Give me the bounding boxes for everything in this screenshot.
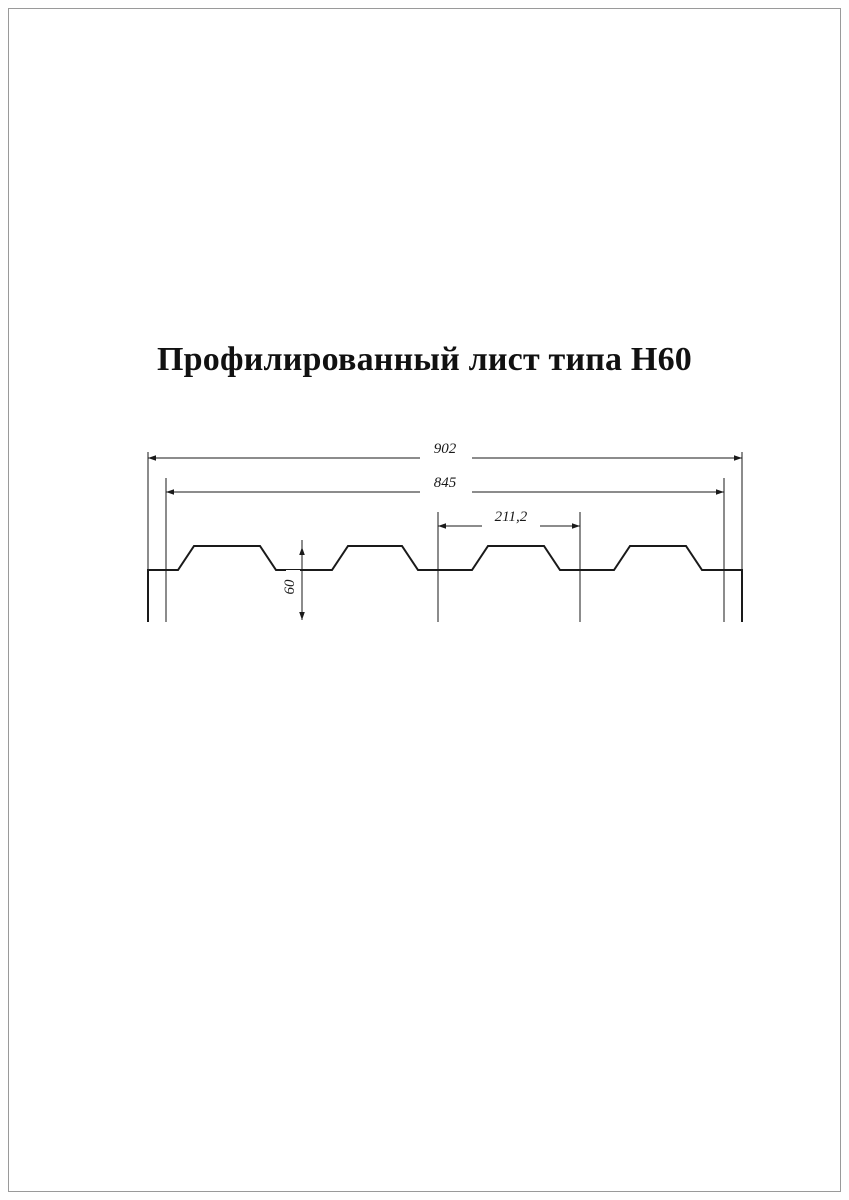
technical-drawing [120,430,760,680]
dimension-useful-width [166,475,724,496]
dimension-label-211-2: 211,2 [494,509,528,525]
dimension-pitch [438,509,580,530]
page-title: Профилированный лист типа Н60 [157,341,692,378]
dimension-overall-width [148,441,742,462]
dimension-height [282,540,305,620]
dimension-label-845: 845 [433,475,457,491]
profile-cross-section [148,546,742,622]
dimension-label-60: 60 [282,579,298,595]
dimension-label-902: 902 [433,441,457,457]
